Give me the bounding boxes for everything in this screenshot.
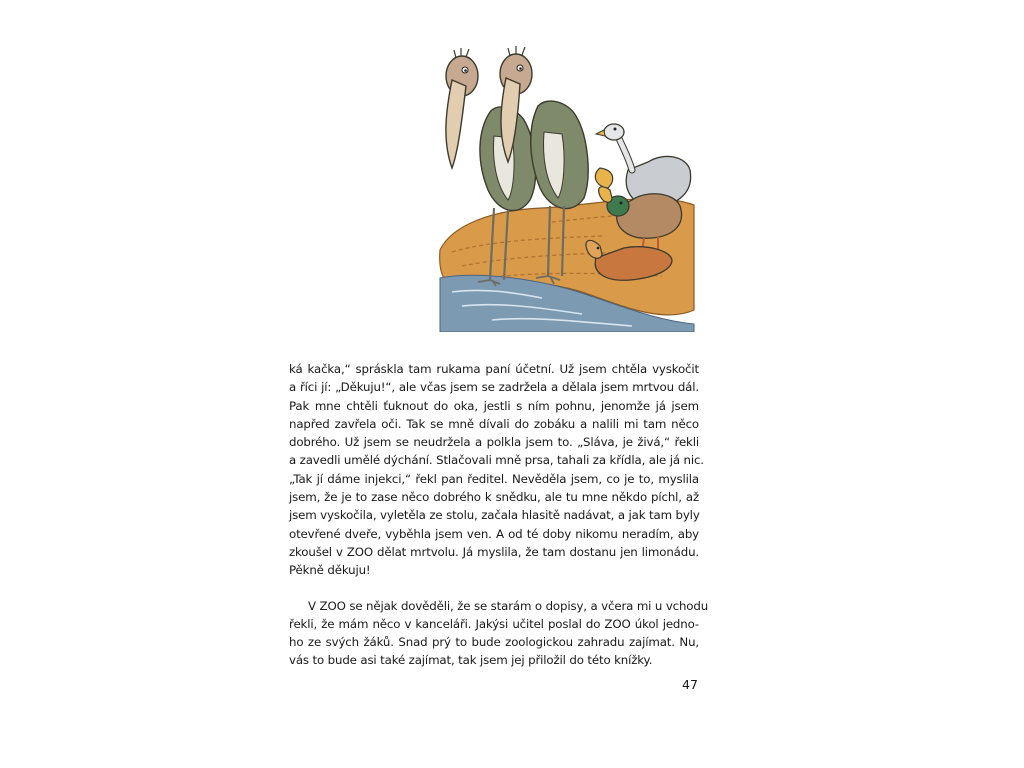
- text-line: ho ze svých žáků. Snad prý to bude zoologickou zahradu zajímat. Nu,: [289, 635, 699, 650]
- paragraph-2: [289, 597, 709, 670]
- text-line: Pěkně děkuju!: [289, 563, 371, 578]
- text-line: a zavedli umělé dýchání. Stlačovali mně prsa, tahali za křídla, ale já nic.: [289, 453, 704, 468]
- text-line: ká kačka,“ spráskla tam rukama paní účetní. Už jsem chtěla vyskočit: [289, 362, 699, 376]
- text-line: řekli, že mám něco v kanceláři. Jakýsi učitel poslal do ZOO úkol jedno-: [289, 616, 699, 631]
- text-line: jsem vyskočila, vyletěla ze stolu, začala hlasitě nadávat, a jak tam byly: [289, 508, 700, 523]
- text-line: napřed zavřela oči. Tak se mně dívali do zobáku a nalili mi tam něco: [289, 416, 699, 431]
- text-line: „Tak jí dáme injekci,“ řekl pan ředitel. Nevěděla jsem, co je to, myslila: [289, 471, 699, 486]
- text-line: zkoušel v ZOO dělat mrtvolu. Já myslila, že tam dostanu jen limonádu.: [289, 544, 699, 559]
- text-line: otevřené dveře, vyběhla jsem ven. A od té doby nikomu neradím, aby: [289, 526, 699, 541]
- text-line: dobrého. Už jsem se neudržela a polkla jsem to. „Sláva, je živá,“ řekli: [289, 435, 699, 450]
- paragraph-spacer: [289, 580, 699, 597]
- text-line: Pak mne chtěli ťuknout do oka, jestli s ním pohnu, jenomže já jsem: [289, 398, 699, 413]
- page-number: 47: [682, 677, 698, 692]
- text-line: jsem, že je to zase něco dobrého k snědku, ale tu mne někdo píchl, až: [289, 490, 699, 505]
- body-text: [289, 360, 709, 670]
- text-line: V ZOO se nějak dověděli, že se starám o dopisy, a včera mi u vchodu: [308, 598, 709, 613]
- text-line: a říci jí: „Děkuju!“, ale včas jsem se zadržela a dělala jsem mrtvou dál.: [289, 380, 699, 395]
- marabou-storks-and-ducks-illustration: [432, 40, 698, 332]
- paragraph-1: [289, 360, 704, 580]
- text-line: vás to bude asi také zajímat, tak jsem jej přiložil do této knížky.: [289, 653, 653, 668]
